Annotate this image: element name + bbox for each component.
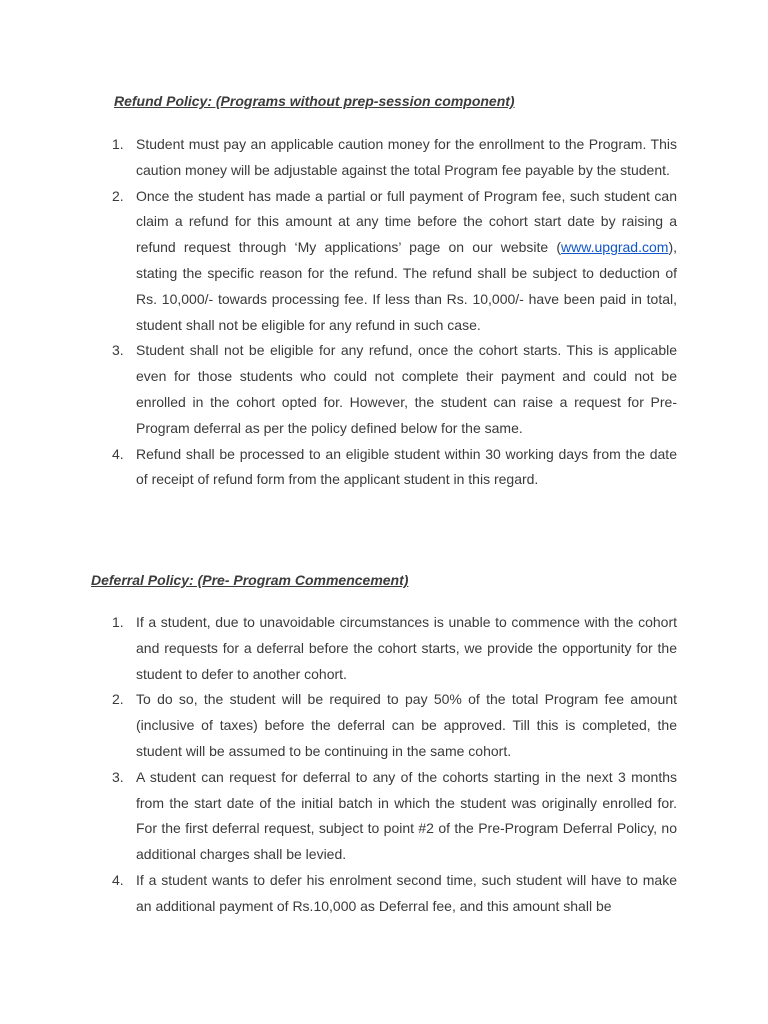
list-item-number: 4.	[112, 871, 124, 888]
list-item	[112, 610, 677, 687]
refund-policy-list	[112, 132, 677, 493]
list-item-text: A student can request for deferral to any of the cohorts starting in the next 3 months from the start date of the initial batch in which the student was originally enrolled for. For the first deferral request, subject to point #2 of the Pre-Program Deferral Policy, no additional charges shall be levied.	[136, 768, 677, 863]
list-item	[112, 765, 677, 868]
list-item-number: 3.	[112, 342, 124, 359]
deferral-policy-list	[112, 610, 677, 920]
list-item-text-after-link: ), stating the specific reason for the refund. The refund shall be subject to deduction of Rs. 10,000/- towards processing fee. If less than Rs. 10,000/- have been paid in total, student shall not be eligible for any refund in such case.	[136, 239, 677, 333]
list-item	[112, 184, 677, 339]
list-item-text: Refund shall be processed to an eligible student within 30 working days from the date of receipt of refund form from the applicant student in this regard.	[136, 445, 677, 488]
list-item-number: 2.	[112, 691, 124, 708]
list-item	[112, 687, 677, 764]
list-item-text: If a student, due to unavoidable circumstances is unable to commence with the cohort and requests for a deferral before the cohort starts, we provide the opportunity for the student to defer to another cohort.	[136, 614, 677, 682]
list-item	[112, 442, 677, 494]
refund-policy-heading: Refund Policy: (Programs without prep-session component)	[114, 93, 515, 109]
list-item-number: 4.	[112, 445, 124, 462]
list-item-text	[136, 188, 677, 333]
list-item	[112, 868, 677, 920]
list-item-text: Student must pay an applicable caution money for the enrollment to the Program. This caution money will be adjustable against the total Program fee payable by the student.	[136, 136, 677, 178]
list-item-text-before-link: Once the student has made a partial or full payment of Program fee, such student can claim a refund for this amount at any time before the cohort start date by raising a refund request through ‘My applications’ page on our website (	[136, 187, 677, 256]
list-item-text: If a student wants to defer his enrolment second time, such student will have to make an additional payment of Rs.10,000 as Deferral fee, and this amount shall be	[136, 871, 677, 914]
list-item-number: 1.	[112, 136, 124, 152]
list-item	[112, 132, 677, 184]
deferral-policy-heading: Deferral Policy: (Pre- Program Commencement)	[91, 572, 409, 588]
list-item-number: 1.	[112, 614, 124, 630]
list-item-text: Student shall not be eligible for any refund, once the cohort starts. This is applicable even for those students who could not complete their payment and could not be enrolled in the cohort opted for. However, the student can raise a request for Pre-Program deferral as per the policy defined below for the same.	[136, 342, 677, 436]
list-item	[112, 338, 677, 441]
list-item-number: 2.	[112, 187, 124, 204]
upgrad-website-link[interactable]: www.upgrad.com	[561, 239, 669, 256]
list-item-number: 3.	[112, 768, 124, 785]
list-item-text: To do so, the student will be required to pay 50% of the total Program fee amount (inclusive of taxes) before the deferral can be approved. Till this is completed, the student will be assumed to be continuing in the same cohort.	[136, 691, 677, 759]
